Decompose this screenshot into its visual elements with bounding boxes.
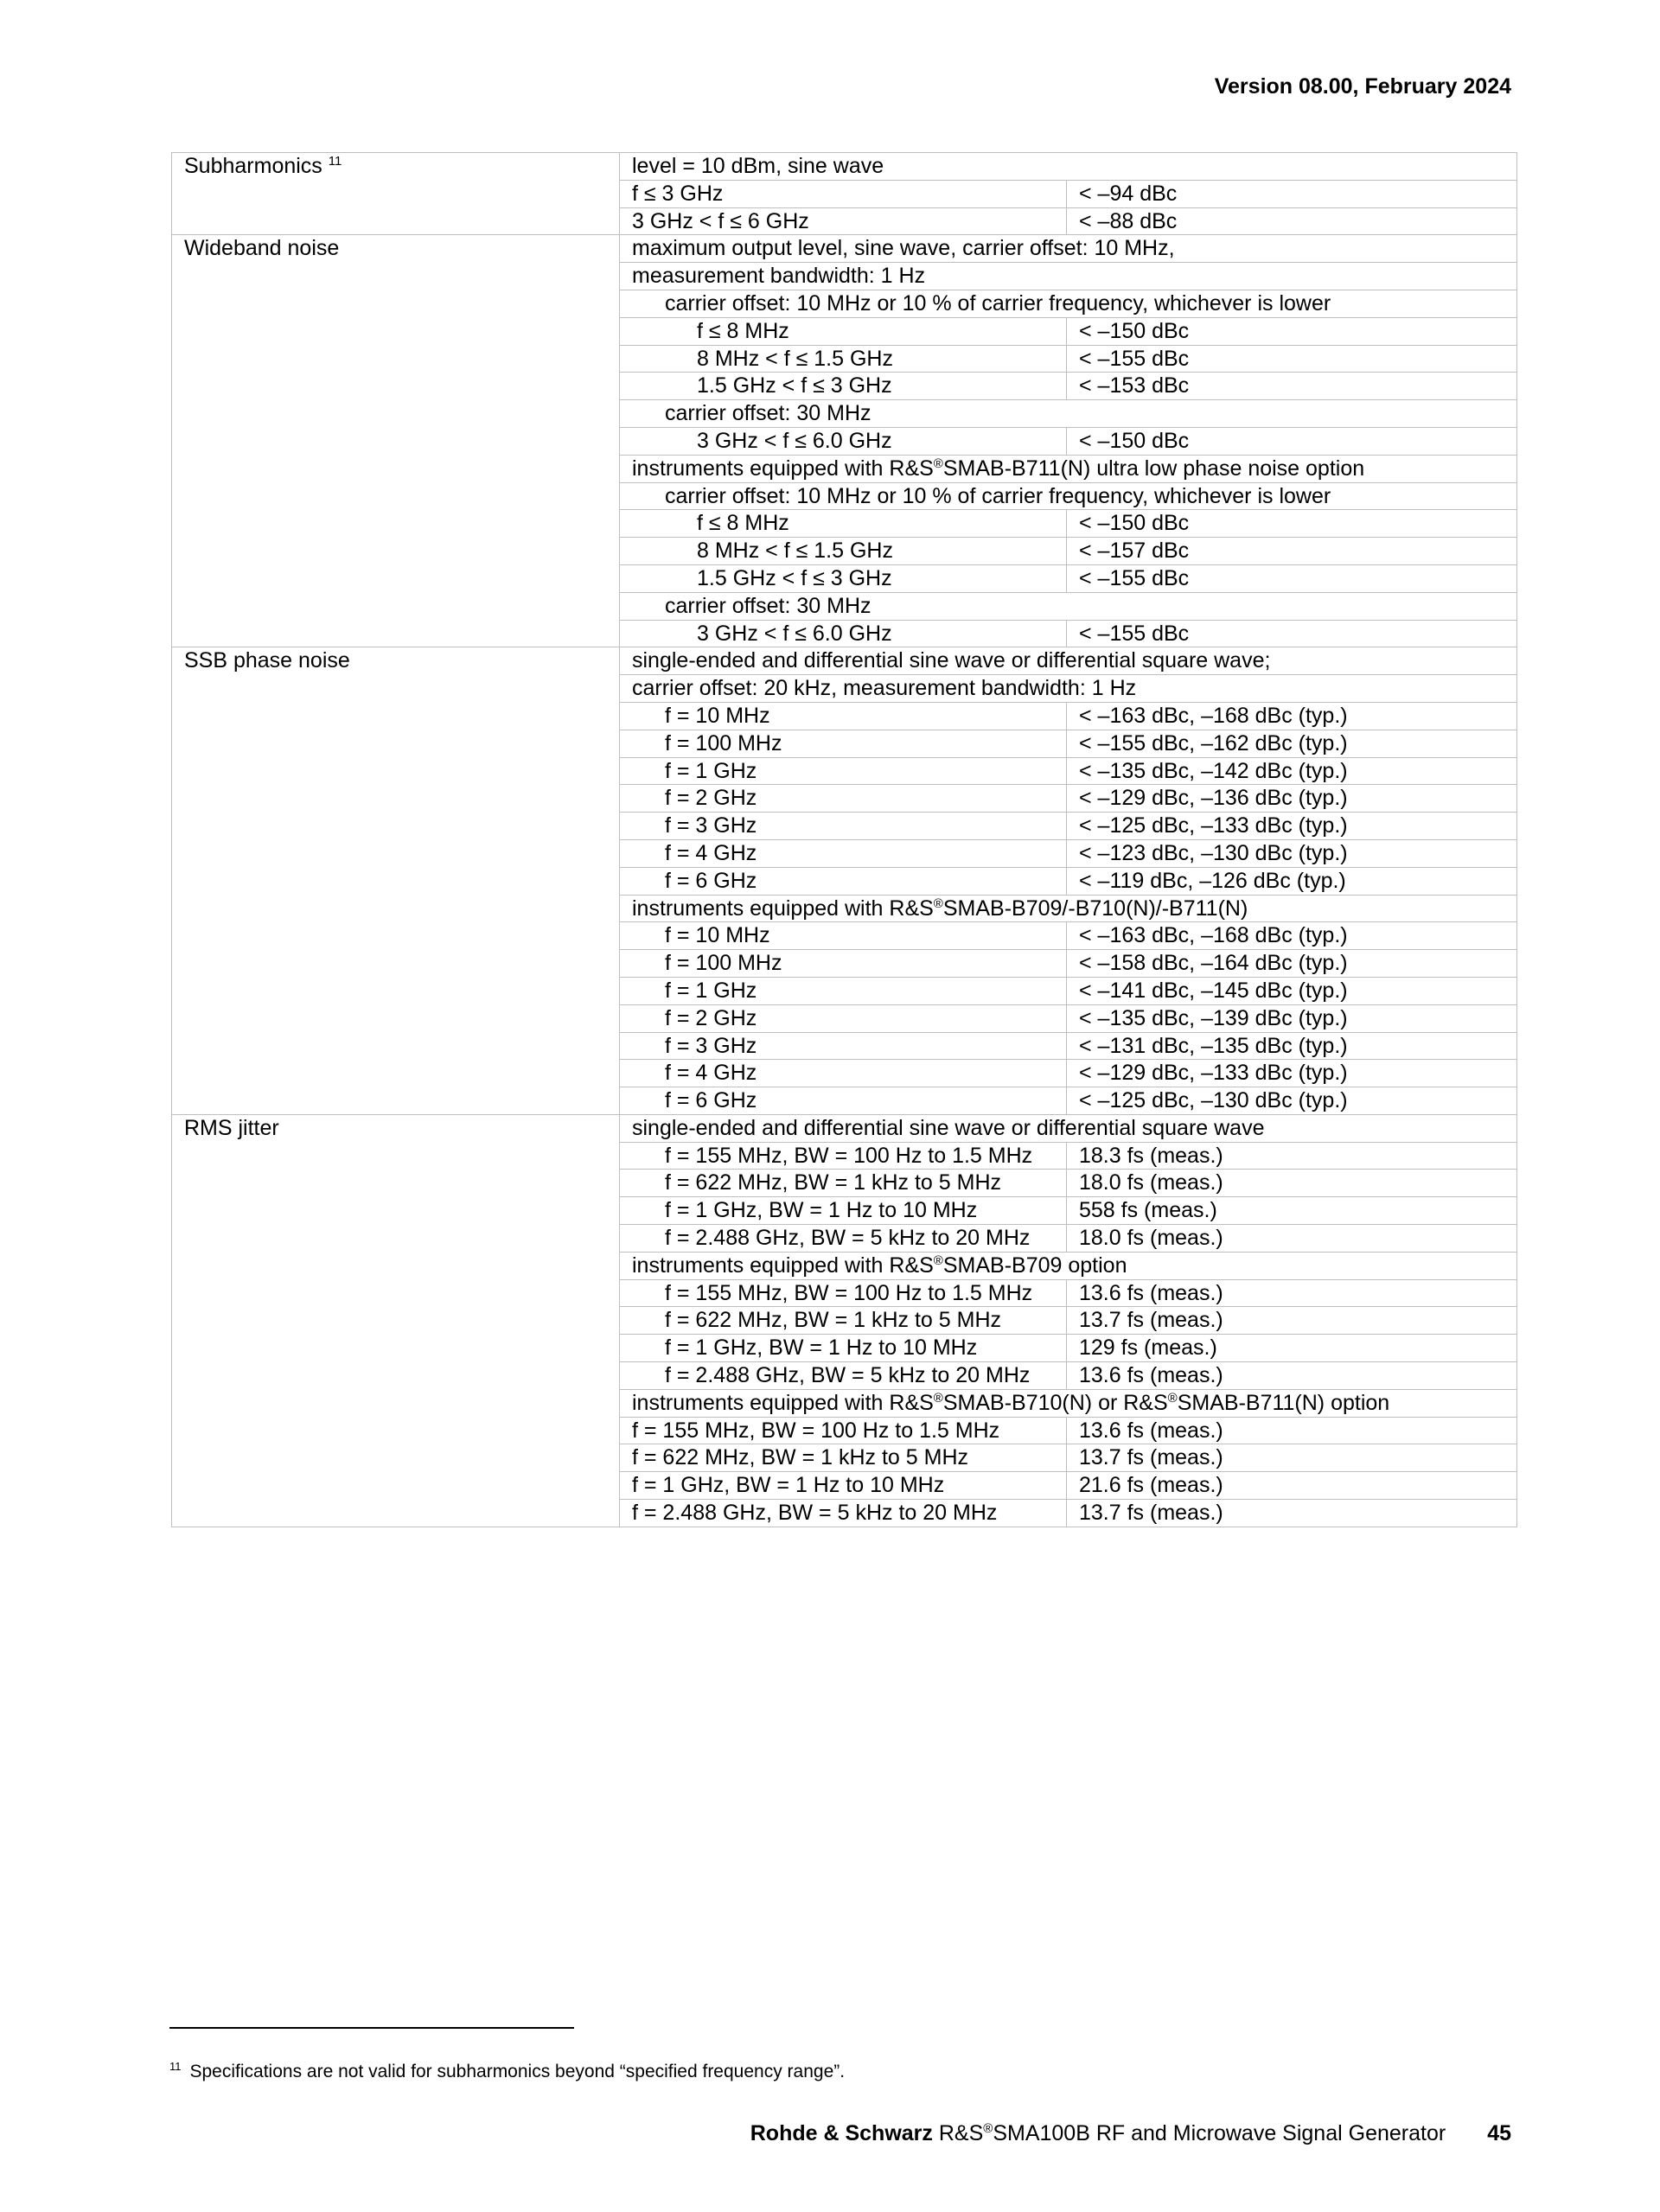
condition-cell — [620, 1417, 1067, 1444]
condition-text: instruments equipped with R&S — [632, 1253, 934, 1278]
footer-registered-mark: ® — [983, 2121, 993, 2136]
value-cell: < –141 dBc, –145 dBc (typ.) — [1067, 977, 1517, 1004]
document-version: Version 08.00, February 2024 — [1214, 74, 1511, 99]
parameter-name: RMS jitter — [184, 1115, 279, 1140]
condition-text: f = 2.488 GHz, BW = 5 kHz to 20 MHz — [665, 1363, 1031, 1388]
condition-text: f = 3 GHz — [665, 813, 757, 838]
condition-cell — [620, 730, 1067, 757]
condition-cell — [620, 867, 1067, 895]
condition-text: 3 GHz < f ≤ 6 GHz — [632, 208, 809, 233]
footnote — [169, 2060, 845, 2084]
footer-product-prefix: R&S — [932, 2121, 984, 2145]
condition-cell — [620, 1197, 1067, 1225]
registered-mark: ® — [933, 456, 943, 471]
value-cell: < –155 dBc — [1067, 620, 1517, 647]
condition-cell — [620, 647, 1517, 675]
value-cell: 13.6 fs (meas.) — [1067, 1417, 1517, 1444]
condition-text: f ≤ 8 MHz — [697, 318, 789, 343]
value-cell: 13.7 fs (meas.) — [1067, 1500, 1517, 1527]
condition-text: f = 622 MHz, BW = 1 kHz to 5 MHz — [665, 1308, 1002, 1333]
condition-text: f = 3 GHz — [665, 1033, 757, 1058]
condition-cell — [620, 482, 1517, 510]
condition-text: f = 2.488 GHz, BW = 5 kHz to 20 MHz — [665, 1226, 1031, 1251]
condition-text: SMAB-B710(N) or R&S — [942, 1390, 1168, 1415]
condition-cell — [620, 1252, 1517, 1279]
value-cell: < –153 dBc — [1067, 373, 1517, 400]
condition-text: f = 4 GHz — [665, 840, 757, 865]
value-cell: < –155 dBc, –162 dBc (typ.) — [1067, 730, 1517, 757]
condition-cell — [620, 1225, 1067, 1253]
condition-cell — [620, 922, 1067, 950]
registered-mark: ® — [933, 896, 943, 911]
condition-text: carrier offset: 30 MHz — [665, 401, 872, 426]
value-cell: 129 fs (meas.) — [1067, 1335, 1517, 1362]
condition-text: SMAB-B711(N) option — [1177, 1390, 1390, 1415]
condition-text: f = 4 GHz — [665, 1061, 757, 1086]
condition-text: carrier offset: 10 MHz or 10 % of carrier frequency, whichever is lower — [665, 290, 1331, 316]
condition-text: f = 622 MHz, BW = 1 kHz to 5 MHz — [665, 1170, 1002, 1195]
value-cell: 13.6 fs (meas.) — [1067, 1279, 1517, 1307]
condition-cell — [620, 1362, 1067, 1390]
condition-cell — [620, 538, 1067, 565]
registered-mark: ® — [1167, 1390, 1178, 1406]
value-cell: 21.6 fs (meas.) — [1067, 1472, 1517, 1500]
condition-text: f = 10 MHz — [665, 703, 770, 728]
footnote-number: 11 — [169, 2060, 182, 2074]
value-cell: 18.0 fs (meas.) — [1067, 1225, 1517, 1253]
condition-text: f = 155 MHz, BW = 100 Hz to 1.5 MHz — [665, 1143, 1033, 1168]
value-cell: 18.0 fs (meas.) — [1067, 1170, 1517, 1197]
condition-text: 1.5 GHz < f ≤ 3 GHz — [697, 373, 892, 398]
condition-cell — [620, 207, 1067, 235]
condition-text: f ≤ 8 MHz — [697, 511, 789, 536]
condition-text: f = 2.488 GHz, BW = 5 kHz to 20 MHz — [632, 1501, 998, 1526]
spec-row — [172, 153, 1517, 181]
condition-cell — [620, 620, 1067, 647]
condition-text: 8 MHz < f ≤ 1.5 GHz — [697, 346, 893, 371]
condition-cell — [620, 427, 1067, 455]
value-cell: 13.7 fs (meas.) — [1067, 1444, 1517, 1472]
condition-text: f = 100 MHz — [665, 730, 782, 755]
parameter-cell — [172, 647, 620, 1115]
condition-text: f = 2 GHz — [665, 786, 757, 811]
condition-text: maximum output level, sine wave, carrier offset: 10 MHz, — [632, 236, 1175, 261]
value-cell: < –129 dBc, –136 dBc (typ.) — [1067, 785, 1517, 813]
condition-text: 8 MHz < f ≤ 1.5 GHz — [697, 539, 893, 564]
spec-row — [172, 647, 1517, 675]
condition-text: measurement bandwidth: 1 Hz — [632, 264, 926, 289]
condition-cell — [620, 757, 1067, 785]
specifications-table — [171, 152, 1517, 1527]
parameter-name: Subharmonics — [184, 154, 322, 178]
condition-text: f ≤ 3 GHz — [632, 181, 724, 206]
condition-cell — [620, 702, 1067, 730]
specifications-table-body — [172, 153, 1517, 1527]
condition-text: f = 6 GHz — [665, 1088, 757, 1113]
value-cell: < –88 dBc — [1067, 207, 1517, 235]
footer-company: Rohde & Schwarz — [750, 2121, 933, 2145]
condition-cell — [620, 1170, 1067, 1197]
condition-cell — [620, 153, 1517, 181]
parameter-cell — [172, 235, 620, 647]
value-cell: < –129 dBc, –133 dBc (typ.) — [1067, 1060, 1517, 1087]
condition-text: SMAB-B709 option — [942, 1253, 1127, 1278]
condition-cell — [620, 510, 1067, 538]
value-cell: < –123 dBc, –130 dBc (typ.) — [1067, 839, 1517, 867]
condition-cell — [620, 180, 1067, 207]
condition-cell — [620, 1444, 1067, 1472]
condition-cell — [620, 1087, 1067, 1115]
condition-text: f = 1 GHz, BW = 1 Hz to 10 MHz — [665, 1198, 978, 1223]
condition-cell — [620, 950, 1067, 978]
condition-text: instruments equipped with R&S — [632, 456, 934, 481]
footnote-reference: 11 — [328, 154, 342, 169]
condition-cell — [620, 1142, 1067, 1170]
condition-text: instruments equipped with R&S — [632, 1390, 934, 1415]
condition-cell — [620, 1389, 1517, 1417]
condition-text: 1.5 GHz < f ≤ 3 GHz — [697, 565, 892, 590]
condition-text: f = 622 MHz, BW = 1 kHz to 5 MHz — [632, 1445, 969, 1470]
condition-cell — [620, 455, 1517, 482]
value-cell: < –135 dBc, –139 dBc (typ.) — [1067, 1004, 1517, 1032]
condition-cell — [620, 317, 1067, 345]
value-cell: < –155 dBc — [1067, 564, 1517, 592]
value-cell: < –150 dBc — [1067, 510, 1517, 538]
condition-text: f = 155 MHz, BW = 100 Hz to 1.5 MHz — [665, 1280, 1033, 1305]
condition-text: f = 1 GHz — [665, 978, 757, 1003]
condition-cell — [620, 675, 1517, 703]
condition-cell — [620, 785, 1067, 813]
condition-cell — [620, 400, 1517, 428]
condition-cell — [620, 373, 1067, 400]
value-cell: 558 fs (meas.) — [1067, 1197, 1517, 1225]
condition-text: single-ended and differential sine wave or differential square wave — [632, 1115, 1265, 1140]
footer-product: SMA100B RF and Microwave Signal Generator — [993, 2121, 1446, 2145]
condition-cell — [620, 839, 1067, 867]
condition-cell — [620, 345, 1067, 373]
condition-cell — [620, 977, 1067, 1004]
condition-text: carrier offset: 10 MHz or 10 % of carrier frequency, whichever is lower — [665, 483, 1331, 508]
value-cell: < –158 dBc, –164 dBc (typ.) — [1067, 950, 1517, 978]
value-cell: < –157 dBc — [1067, 538, 1517, 565]
value-cell: < –135 dBc, –142 dBc (typ.) — [1067, 757, 1517, 785]
value-cell: < –94 dBc — [1067, 180, 1517, 207]
condition-text: level = 10 dBm, sine wave — [632, 154, 884, 178]
value-cell: < –150 dBc — [1067, 317, 1517, 345]
condition-cell — [620, 564, 1067, 592]
parameter-name: SSB phase noise — [184, 648, 350, 673]
condition-cell — [620, 1004, 1067, 1032]
condition-text: f = 10 MHz — [665, 923, 770, 948]
registered-mark: ® — [933, 1253, 943, 1268]
condition-text: SMAB-B711(N) ultra low phase noise option — [942, 456, 1365, 481]
value-cell: < –163 dBc, –168 dBc (typ.) — [1067, 922, 1517, 950]
condition-text: 3 GHz < f ≤ 6.0 GHz — [697, 621, 892, 646]
condition-text: f = 1 GHz, BW = 1 Hz to 10 MHz — [665, 1335, 978, 1361]
condition-cell — [620, 1279, 1067, 1307]
parameter-cell — [172, 1114, 620, 1527]
condition-text: carrier offset: 30 MHz — [665, 593, 872, 618]
condition-cell — [620, 1500, 1067, 1527]
footnote-separator — [169, 2027, 574, 2029]
condition-text: f = 1 GHz — [665, 758, 757, 783]
condition-cell — [620, 1307, 1067, 1335]
condition-cell — [620, 263, 1517, 290]
value-cell: 13.7 fs (meas.) — [1067, 1307, 1517, 1335]
condition-text: single-ended and differential sine wave or differential square wave; — [632, 648, 1271, 673]
page-footer — [750, 2120, 1511, 2147]
value-cell: 13.6 fs (meas.) — [1067, 1362, 1517, 1390]
condition-text: 3 GHz < f ≤ 6.0 GHz — [697, 428, 892, 453]
spec-row — [172, 1114, 1517, 1142]
value-cell: < –150 dBc — [1067, 427, 1517, 455]
value-cell: < –155 dBc — [1067, 345, 1517, 373]
condition-cell — [620, 235, 1517, 263]
parameter-name: Wideband noise — [184, 236, 340, 261]
page-number: 45 — [1487, 2121, 1511, 2145]
condition-text: f = 1 GHz, BW = 1 Hz to 10 MHz — [632, 1473, 945, 1498]
condition-text: SMAB-B709/-B710(N)/-B711(N) — [942, 896, 1248, 921]
value-cell: < –163 dBc, –168 dBc (typ.) — [1067, 702, 1517, 730]
footnote-text: Specifications are not valid for subharmonics beyond “specified frequency range”. — [189, 2062, 846, 2081]
condition-cell — [620, 1032, 1067, 1060]
condition-cell — [620, 1335, 1067, 1362]
value-cell: 18.3 fs (meas.) — [1067, 1142, 1517, 1170]
condition-text: f = 100 MHz — [665, 951, 782, 976]
condition-cell — [620, 1472, 1067, 1500]
condition-text: f = 2 GHz — [665, 1005, 757, 1030]
condition-text: carrier offset: 20 kHz, measurement bandwidth: 1 Hz — [632, 676, 1137, 701]
value-cell: < –131 dBc, –135 dBc (typ.) — [1067, 1032, 1517, 1060]
value-cell: < –125 dBc, –133 dBc (typ.) — [1067, 813, 1517, 840]
spec-row — [172, 235, 1517, 263]
condition-cell — [620, 895, 1517, 922]
condition-cell — [620, 813, 1067, 840]
registered-mark: ® — [933, 1390, 943, 1406]
condition-cell — [620, 290, 1517, 317]
condition-text: f = 6 GHz — [665, 868, 757, 893]
value-cell: < –119 dBc, –126 dBc (typ.) — [1067, 867, 1517, 895]
parameter-cell — [172, 153, 620, 235]
condition-text: f = 155 MHz, BW = 100 Hz to 1.5 MHz — [632, 1418, 1000, 1443]
condition-cell — [620, 1114, 1517, 1142]
condition-text: instruments equipped with R&S — [632, 896, 934, 921]
condition-cell — [620, 1060, 1067, 1087]
value-cell: < –125 dBc, –130 dBc (typ.) — [1067, 1087, 1517, 1115]
condition-cell — [620, 592, 1517, 620]
